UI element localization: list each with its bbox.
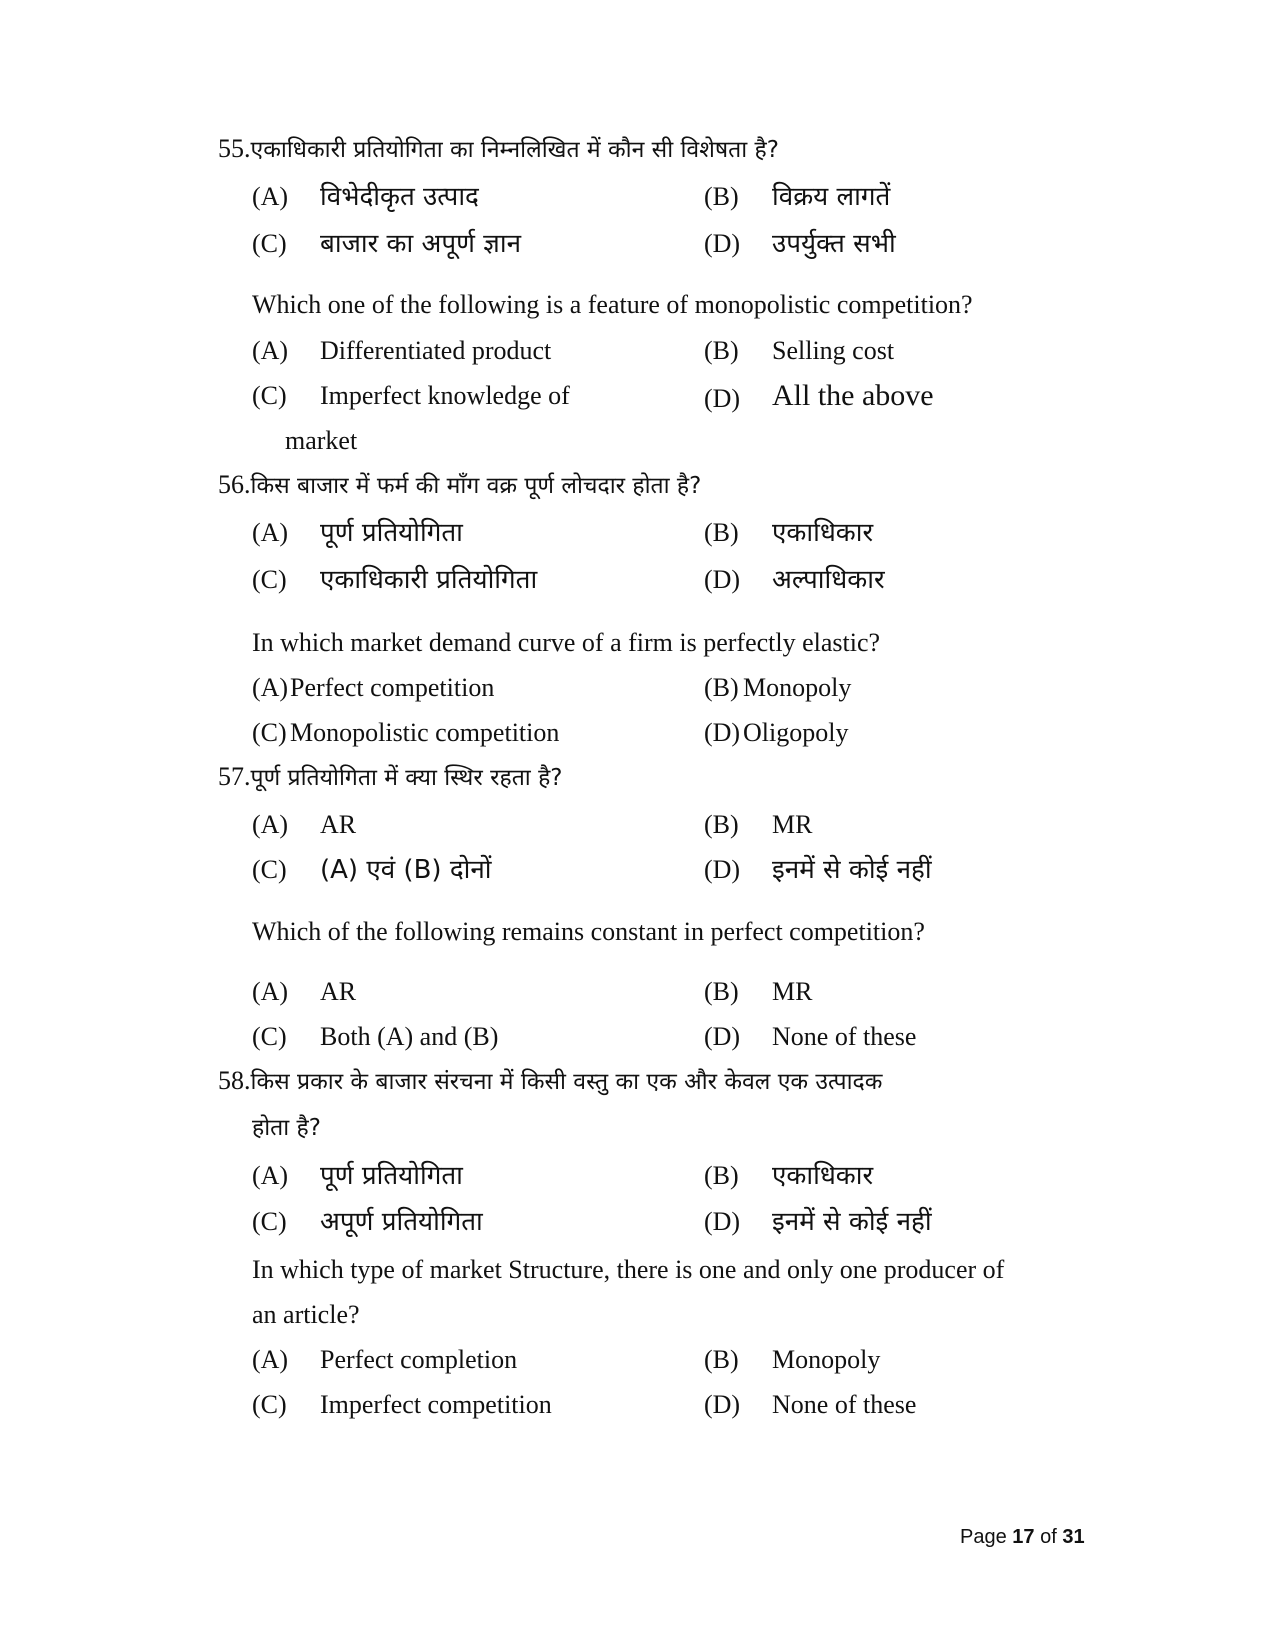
option-label: (D) — [704, 1390, 741, 1419]
question-text-english: Which one of the following is a feature of monopolistic competition? — [252, 290, 973, 319]
page-word: Page — [960, 1526, 1007, 1548]
option-text: विक्रय लागतें — [772, 182, 891, 212]
option-label: (D) — [704, 1022, 741, 1051]
question-text-english: In which market demand curve of a firm is perfectly elastic? — [252, 628, 881, 657]
question-58 — [218, 1064, 882, 1099]
option-label: (A) — [252, 810, 289, 839]
option-text: इनमें से कोई नहीं — [772, 1207, 932, 1237]
option-label: (C) — [252, 381, 287, 410]
option-text: None of these — [772, 1390, 917, 1419]
option-label: (A) — [252, 1161, 289, 1190]
option-text: Monopoly — [772, 1345, 881, 1374]
option-label: (D) — [704, 384, 741, 413]
option-label: (A) — [252, 673, 289, 702]
option-text: Differentiated product — [320, 336, 552, 365]
question-text-english: Which of the following remains constant in perfect competition? — [252, 917, 925, 946]
option-text: AR — [320, 810, 357, 839]
question-text-hindi: किस प्रकार के बाजार संरचना में किसी वस्तु का एक और केवल एक उत्पादक — [250, 1069, 883, 1095]
of-word: of — [1040, 1526, 1057, 1548]
option-text: None of these — [772, 1022, 917, 1051]
option-label: (A) — [252, 518, 289, 547]
option-label: (B) — [704, 182, 739, 211]
option-text: (A) एवं (B) दोनों — [320, 855, 492, 885]
question-text-hindi: एकाधिकारी प्रतियोगिता का निम्नलिखित में कौन सी विशेषता है? — [250, 137, 779, 163]
option-label: (C) — [252, 718, 287, 747]
option-text: Perfect competition — [290, 673, 495, 702]
option-text: इनमें से कोई नहीं — [772, 855, 932, 885]
question-number: 55. — [218, 134, 251, 163]
option-label: (C) — [252, 1207, 287, 1236]
option-text: Perfect completion — [320, 1345, 518, 1374]
question-text-hindi: पूर्ण प्रतियोगिता में क्या स्थिर रहता है? — [250, 765, 563, 791]
option-text: Monopolistic competition — [290, 718, 560, 747]
option-text: बाजार का अपूर्ण ज्ञान — [320, 229, 521, 259]
option-label: (A) — [252, 336, 289, 365]
option-text: अपूर्ण प्रतियोगिता — [320, 1207, 483, 1237]
question-57 — [218, 760, 563, 795]
option-label: (D) — [704, 855, 741, 884]
option-text: एकाधिकारी प्रतियोगिता — [320, 565, 538, 595]
option-text: पूर्ण प्रतियोगिता — [320, 518, 463, 548]
question-text-english-continued: an article? — [252, 1300, 360, 1329]
option-text: उपर्युक्त सभी — [772, 229, 896, 259]
option-text: MR — [772, 977, 813, 1006]
option-label: (C) — [252, 1390, 287, 1419]
option-label: (C) — [252, 1022, 287, 1051]
option-text: AR — [320, 977, 357, 1006]
option-text: विभेदीकृत उत्पाद — [320, 182, 479, 212]
option-text: All the above — [772, 379, 934, 412]
option-label: (A) — [252, 1345, 289, 1374]
option-text: एकाधिकार — [772, 518, 874, 548]
option-label: (C) — [252, 855, 287, 884]
option-text: Imperfect knowledge of — [320, 381, 570, 410]
option-label: (B) — [704, 673, 739, 702]
option-text: Both (A) and (B) — [320, 1022, 499, 1051]
option-label: (B) — [704, 1161, 739, 1190]
option-label: (C) — [252, 229, 287, 258]
option-text: Selling cost — [772, 336, 895, 365]
option-text: Monopoly — [743, 673, 852, 702]
option-label: (B) — [704, 810, 739, 839]
question-text-english: In which type of market Structure, there is one and only one producer of — [252, 1255, 1005, 1284]
current-page: 17 — [1012, 1526, 1035, 1548]
option-label: (B) — [704, 336, 739, 365]
option-label: (C) — [252, 565, 287, 594]
option-label: (D) — [704, 229, 741, 258]
option-text: अल्पाधिकार — [772, 565, 885, 595]
option-label: (D) — [704, 718, 741, 747]
option-label: (D) — [704, 1207, 741, 1236]
question-text-hindi: किस बाजार में फर्म की माँग वक्र पूर्ण लोचदार होता है? — [250, 473, 702, 499]
page-number — [960, 1524, 1085, 1550]
question-number: 57. — [218, 762, 251, 791]
option-label: (B) — [704, 518, 739, 547]
total-pages: 31 — [1062, 1526, 1085, 1548]
option-text-continued: market — [285, 426, 358, 455]
question-number: 58. — [218, 1066, 251, 1095]
option-text: पूर्ण प्रतियोगिता — [320, 1161, 463, 1191]
question-56 — [218, 468, 701, 503]
option-text: Oligopoly — [743, 718, 849, 747]
option-label: (A) — [252, 977, 289, 1006]
option-label: (D) — [704, 565, 741, 594]
option-text: Imperfect competition — [320, 1390, 552, 1419]
option-label: (B) — [704, 1345, 739, 1374]
option-label: (A) — [252, 182, 289, 211]
option-text: MR — [772, 810, 813, 839]
option-text: एकाधिकार — [772, 1161, 874, 1191]
option-label: (B) — [704, 977, 739, 1006]
question-55 — [218, 132, 779, 167]
question-text-hindi-continued: होता है? — [252, 1115, 321, 1141]
question-number: 56. — [218, 470, 251, 499]
